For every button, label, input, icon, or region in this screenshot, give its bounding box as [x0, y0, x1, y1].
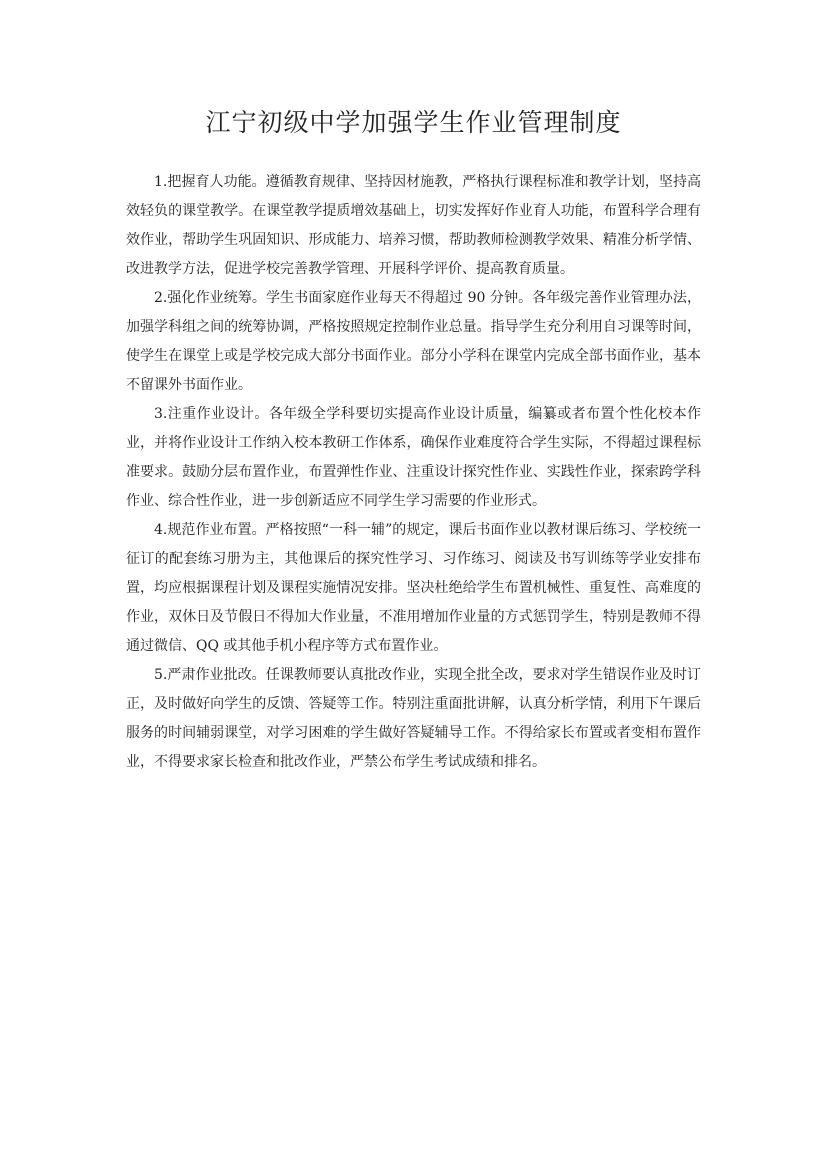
document-title: 江宁初级中学加强学生作业管理制度 [205, 108, 622, 137]
paragraph-5: 5.严肃作业批改。任课教师要认真批改作业，实现全批全改，要求对学生错误作业及时订正，及时做好向学生的反馈、答疑等工作。特别注重面批讲解，认真分析学情，利用下午课后服务的时间辅弱课堂，对学习困难的学生做好答疑辅导工作。不得给家长布置或者变相布置作业，不得要求家长检查和批改作业，严禁公布学生考试成绩和排名。 [126, 667, 701, 770]
paragraph-2: 2.强化作业统筹。学生书面家庭作业每天不得超过 90 分钟。各年级完善作业管理办法，加强学科组之间的统筹协调，严格按照规定控制作业总量。指导学生充分利用自习课等时间，使学生在课堂上或是学校完成大部分书面作业。部分小学科在课堂内完成全部书面作业，基本不留课外书面作业。 [126, 290, 701, 393]
document-body [126, 168, 701, 777]
paragraph-4: 4.规范作业布置。严格按照“一科一辅”的规定，课后书面作业以教材课后练习、学校统一征订的配套练习册为主，其他课后的探究性学习、习作练习、阅读及书写训练等学业安排布置，均应根据课程计划及课程实施情况安排。坚决杜绝给学生布置机械性、重复性、高难度的作业，双休日及节假日不得加大作业量，不准用增加作业量的方式惩罚学生，特别是教师不得通过微信、QQ 或其他手机小程序等方式布置作业。 [126, 522, 701, 654]
paragraph-1: 1.把握育人功能。遵循教育规律、坚持因材施教，严格执行课程标准和教学计划，坚持高效轻负的课堂教学。在课堂教学提质增效基础上，切实发挥好作业育人功能，布置科学合理有效作业，帮助学生巩固知识、形成能力、培养习惯，帮助教师检测教学效果、精准分析学情、改进教学方法，促进学校完善教学管理、开展科学评价、提高教育质量。 [126, 174, 701, 277]
paragraph-3: 3.注重作业设计。各年级全学科要切实提高作业设计质量，编纂或者布置个性化校本作业，并将作业设计工作纳入校本教研工作体系，确保作业难度符合学生实际，不得超过课程标准要求。鼓励分层布置作业，布置弹性作业、注重设计探究性作业、实践性作业，探索跨学科作业、综合性作业，进一步创新适应不同学生学习需要的作业形式。 [126, 406, 701, 509]
